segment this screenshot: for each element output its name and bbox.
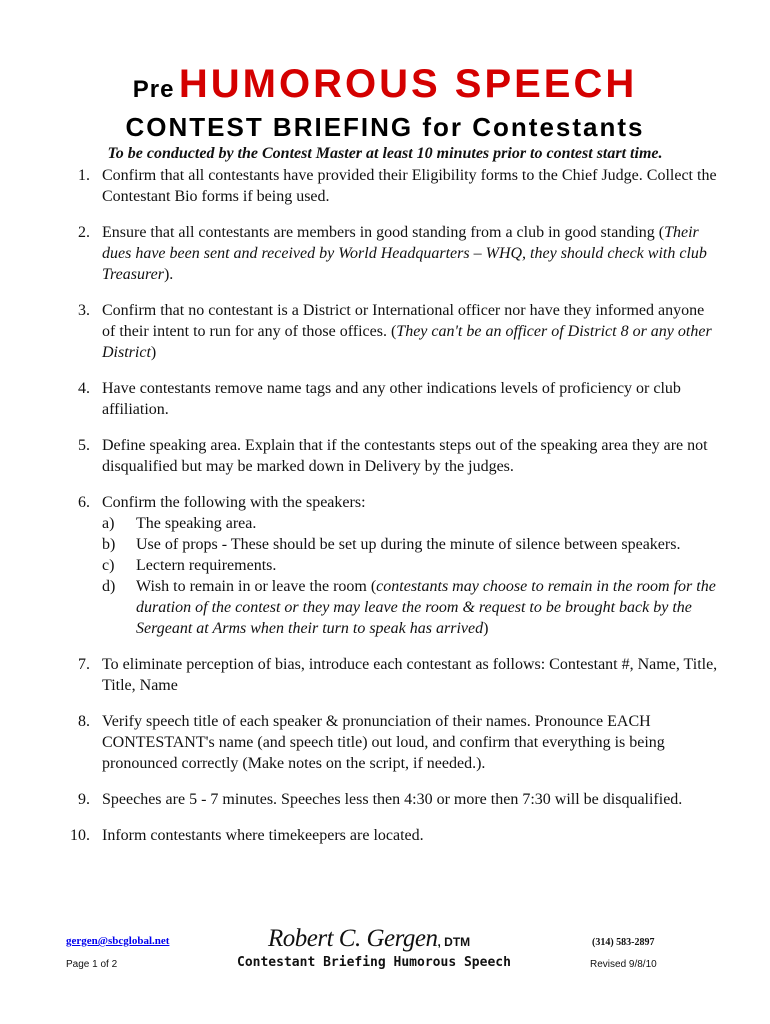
- email-link[interactable]: gergen@sbcglobal.net: [66, 935, 170, 947]
- item-number: 9.: [78, 791, 90, 808]
- item-text: ).: [163, 266, 174, 283]
- item-number: 8.: [78, 713, 90, 730]
- footer-title: Contestant Briefing Humorous Speech: [237, 955, 511, 970]
- sub-item-letter: c): [102, 557, 115, 574]
- item-text: Confirm that no contestant is a District or International officer nor have they informed anyone of their intent to run for any of those offices. (: [102, 302, 705, 340]
- phone-number: (314) 583-2897: [592, 937, 655, 948]
- title-line-2: CONTEST BRIEFING for Contestants: [125, 112, 645, 142]
- list-item-9: [60, 789, 720, 810]
- revised-date: Revised 9/8/10: [590, 959, 657, 970]
- item-text: Speeches are 5 - 7 minutes. Speeches less then 4:30 or more then 7:30 will be disqualified.: [102, 791, 683, 808]
- title-humorous-speech: HUMOROUS SPEECH: [178, 62, 638, 106]
- list-item-4: [60, 378, 720, 420]
- list-item-8: [60, 711, 720, 774]
- page-number: Page 1 of 2: [66, 959, 118, 970]
- item-number: 10.: [70, 827, 90, 844]
- list-item-3: [60, 300, 720, 363]
- item-number: 4.: [78, 380, 90, 397]
- list-item-1: [60, 165, 720, 207]
- list-item-10: [60, 825, 720, 846]
- item-text: Define speaking area. Explain that if the contestants steps out of the speaking area they are not disqualified but may be marked down in Delivery by the judges.: [102, 437, 708, 475]
- signature-name: Robert C. Gergen: [268, 925, 438, 952]
- list-item-2: [60, 222, 720, 285]
- sub-item-d: [102, 576, 720, 639]
- sub-item-c: [102, 555, 720, 576]
- sub-item-italic-text: contestants may choose to remain in the room for the duration of the contest or they may leave the room & request to be brought back by the Sergeant at Arms when their turn to speak has arrived: [136, 578, 716, 637]
- sub-item-text: Lectern requirements.: [136, 557, 277, 574]
- item-text: ): [150, 344, 157, 361]
- subtitle: To be conducted by the Contest Master at least 10 minutes prior to contest start time.: [107, 145, 663, 162]
- list-item-7: [60, 654, 720, 696]
- sub-item-a: [102, 513, 720, 534]
- list-item-5: [60, 435, 720, 477]
- item-text: Confirm the following with the speakers:: [102, 494, 366, 511]
- item-number: 1.: [78, 167, 90, 184]
- briefing-list: [60, 165, 720, 861]
- sub-item-letter: a): [102, 515, 115, 532]
- page-footer: [0, 925, 770, 985]
- sub-item-text: The speaking area.: [136, 515, 257, 532]
- signature: [268, 925, 470, 953]
- item-text: To eliminate perception of bias, introduce each contestant as follows: Contestant #, Name, Title, Title, Name: [102, 656, 718, 694]
- list-item-6: [60, 492, 720, 639]
- sub-item-b: [102, 534, 720, 555]
- title-pre: Pre: [132, 76, 175, 103]
- item-text: Ensure that all contestants are members in good standing from a club in good standing (: [102, 224, 665, 241]
- item-number: 2.: [78, 224, 90, 241]
- item-text: Have contestants remove name tags and any other indications levels of proficiency or club affiliation.: [102, 380, 681, 418]
- sub-item-letter: b): [102, 536, 116, 553]
- item-text: Verify speech title of each speaker & pronunciation of their names. Pronounce EACH CONTESTANT's name (and speech title) out loud, and confirm that everything is being pronounced correctly (Make notes on the script, if needed.).: [102, 713, 665, 772]
- item-text: Inform contestants where timekeepers are located.: [102, 827, 424, 844]
- sub-item-text: Wish to remain in or leave the room (: [136, 578, 377, 595]
- item-italic-text: They can't be an officer of District 8 or any other District: [102, 323, 712, 361]
- sub-item-text: Use of props - These should be set up during the minute of silence between speakers.: [136, 536, 681, 553]
- item-italic-text: Their dues have been sent and received by World Headquarters – WHQ, they should check with club Treasurer: [102, 224, 707, 283]
- item-number: 6.: [78, 494, 90, 511]
- item-number: 7.: [78, 656, 90, 673]
- signature-dtm: , DTM: [437, 935, 471, 949]
- item-number: 5.: [78, 437, 90, 454]
- sub-item-text: ): [483, 620, 489, 637]
- item-text: Confirm that all contestants have provided their Eligibility forms to the Chief Judge. Collect the Contestant Bio forms if being used.: [102, 167, 717, 205]
- sub-item-letter: d): [102, 578, 116, 595]
- item-number: 3.: [78, 302, 90, 319]
- title-line-1: [0, 62, 770, 107]
